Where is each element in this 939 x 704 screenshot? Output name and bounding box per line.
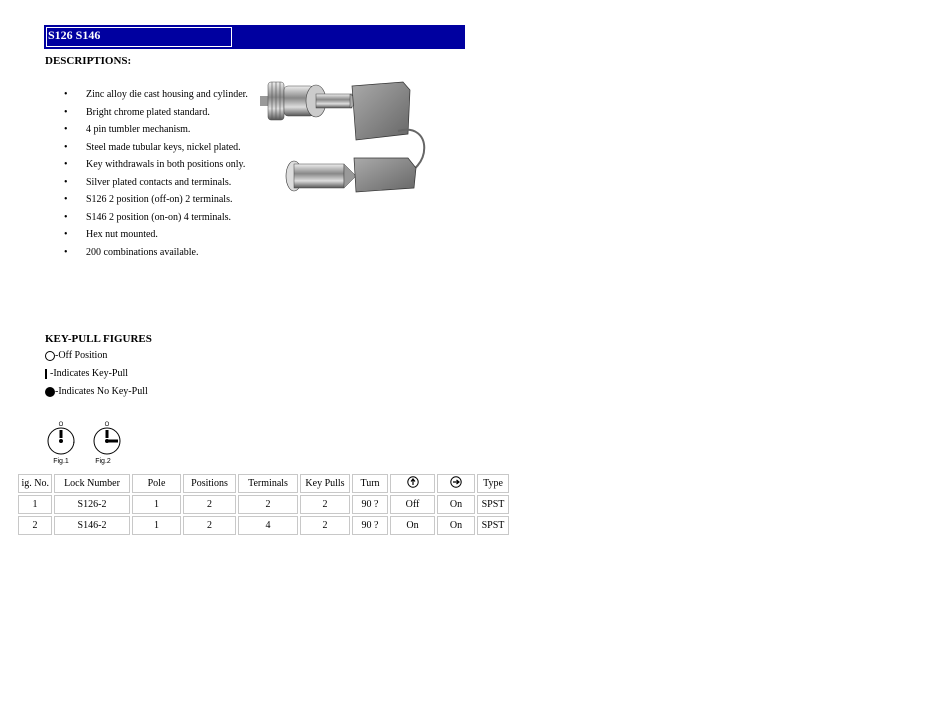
header-terminals: Terminals bbox=[238, 474, 298, 493]
header-fig-no: ig. No. bbox=[18, 474, 52, 493]
cell-key-pulls: 2 bbox=[300, 516, 350, 535]
cell-pole: 1 bbox=[132, 495, 181, 514]
figure-1-label: Fig.1 bbox=[53, 458, 69, 465]
cell-turn: 90 ? bbox=[352, 495, 388, 514]
key-lock-image bbox=[258, 76, 434, 198]
descriptions-list bbox=[45, 86, 255, 261]
header-lock-number: Lock Number bbox=[54, 474, 130, 493]
cell-terminals: 4 bbox=[238, 516, 298, 535]
list-item: • Zinc alloy die cast housing and cylinder. bbox=[64, 89, 248, 100]
list-item: • Silver plated contacts and terminals. bbox=[64, 176, 232, 188]
list-item: • 200 combinations available. bbox=[64, 246, 199, 258]
title-bar bbox=[44, 25, 465, 49]
list-item: • Hex nut mounted. bbox=[64, 229, 158, 240]
cell-positions: 2 bbox=[183, 516, 236, 535]
svg-text:•: • bbox=[73, 440, 75, 446]
svg-text:O: O bbox=[104, 422, 110, 428]
cell-lock-number: S146-2 bbox=[54, 516, 130, 535]
cell-position-1: On bbox=[390, 516, 435, 535]
cell-fig-no: 2 bbox=[18, 516, 52, 535]
list-item: • 4 pin tumbler mechanism. bbox=[64, 124, 191, 135]
table-header-row bbox=[18, 474, 509, 493]
cell-type: SPST bbox=[477, 495, 509, 514]
svg-text:O: O bbox=[58, 422, 64, 428]
figure-2-diagram bbox=[90, 421, 124, 459]
figure-1-diagram bbox=[44, 421, 78, 459]
header-position-2 bbox=[437, 474, 475, 493]
legend-nokeypull: -Indicates No Key-Pull bbox=[45, 386, 148, 397]
cell-type: SPST bbox=[477, 516, 509, 535]
cell-key-pulls: 2 bbox=[300, 495, 350, 514]
right-arrow-icon bbox=[450, 476, 462, 488]
header-pole: Pole bbox=[132, 474, 181, 493]
filled-circle-icon bbox=[45, 387, 55, 397]
list-item: • S146 2 position (on-on) 4 terminals. bbox=[64, 211, 231, 223]
descriptions-heading: DESCRIPTIONS: bbox=[45, 55, 132, 67]
keypull-heading: KEY-PULL FIGURES bbox=[45, 333, 152, 345]
list-item: • Bright chrome plated standard. bbox=[64, 106, 210, 118]
bar-icon bbox=[45, 369, 47, 379]
cell-position-2: On bbox=[437, 495, 475, 514]
figure-2-label: Fig.2 bbox=[95, 458, 111, 465]
header-positions: Positions bbox=[183, 474, 236, 493]
header-position-1 bbox=[390, 474, 435, 493]
list-item: • Steel made tubular keys, nickel plated. bbox=[64, 141, 241, 153]
header-turn: Turn bbox=[352, 474, 388, 493]
page-title: S126 S146 bbox=[48, 28, 101, 42]
cell-position-2: On bbox=[437, 516, 475, 535]
cell-turn: 90 ? bbox=[352, 516, 388, 535]
legend-keypull: -Indicates Key-Pull bbox=[45, 368, 128, 379]
header-key-pulls: Key Pulls bbox=[300, 474, 350, 493]
specs-table bbox=[16, 472, 511, 537]
cell-position-1: Off bbox=[390, 495, 435, 514]
legend-off: -Off Position bbox=[45, 350, 107, 361]
cell-positions: 2 bbox=[183, 495, 236, 514]
cell-terminals: 2 bbox=[238, 495, 298, 514]
open-circle-icon bbox=[45, 351, 55, 361]
up-arrow-icon bbox=[407, 476, 419, 488]
cell-pole: 1 bbox=[132, 516, 181, 535]
table-row bbox=[18, 516, 509, 535]
table-row bbox=[18, 495, 509, 514]
cell-lock-number: S126-2 bbox=[54, 495, 130, 514]
list-item: • Key withdrawals in both positions only. bbox=[64, 159, 246, 170]
list-item: • S126 2 position (off-on) 2 terminals. bbox=[64, 194, 233, 205]
cell-fig-no: 1 bbox=[18, 495, 52, 514]
header-type: Type bbox=[477, 474, 509, 493]
